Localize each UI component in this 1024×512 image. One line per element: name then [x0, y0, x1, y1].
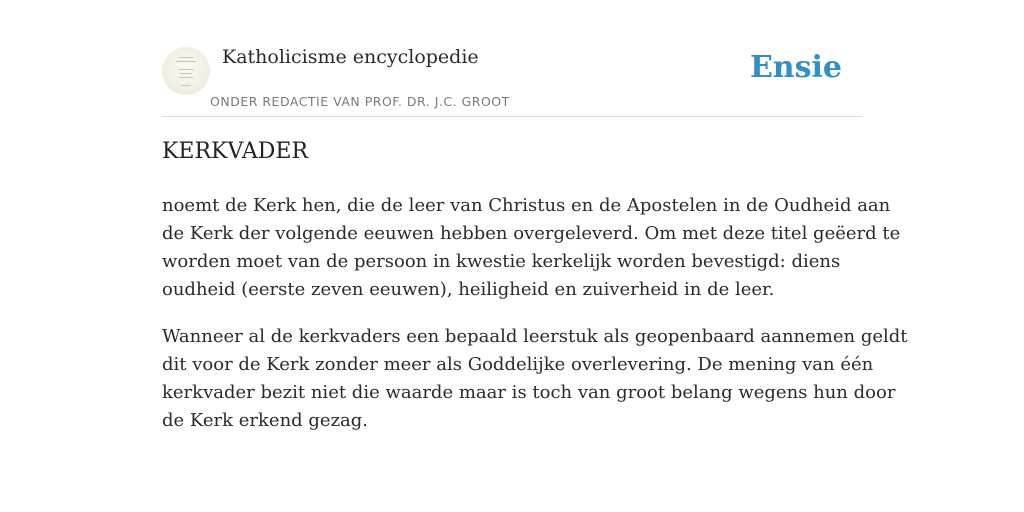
article-body — [162, 192, 908, 454]
text-line: dit voor de Kerk zonder meer als Goddelijke overlevering. De mening van één — [162, 354, 874, 375]
encyclopedia-header — [162, 44, 862, 117]
entry-title: KERKVADER — [162, 139, 309, 164]
text-line: de Kerk erkend gezag. — [162, 410, 369, 431]
text-line: de Kerk der volgende eeuwen hebben overgeleverd. Om met deze titel geëerd te — [162, 223, 901, 244]
article-paragraph — [162, 323, 908, 435]
text-line: noemt de Kerk hen, die de leer van Christus en de Apostelen in de Oudheid aan — [162, 195, 891, 216]
editor-credit: ONDER REDACTIE VAN PROF. DR. J.C. GROOT — [210, 94, 510, 109]
text-line: Wanneer al de kerkvaders een bepaald leerstuk als geopenbaard aannemen geldt — [162, 326, 908, 347]
book-cover-thumbnail[interactable] — [162, 47, 210, 95]
brand-logo[interactable]: Ensie — [749, 50, 842, 85]
article-paragraph — [162, 192, 901, 304]
book-title[interactable]: Katholicisme encyclopedie — [222, 46, 479, 68]
text-line: worden moet van de persoon in kwestie kerkelijk worden bevestigd: diens — [162, 251, 841, 272]
text-line: kerkvader bezit niet die waarde maar is toch van groot belang wegens hun door — [162, 382, 896, 403]
text-line: oudheid (eerste zeven eeuwen), heiligheid en zuiverheid in de leer. — [162, 279, 775, 300]
